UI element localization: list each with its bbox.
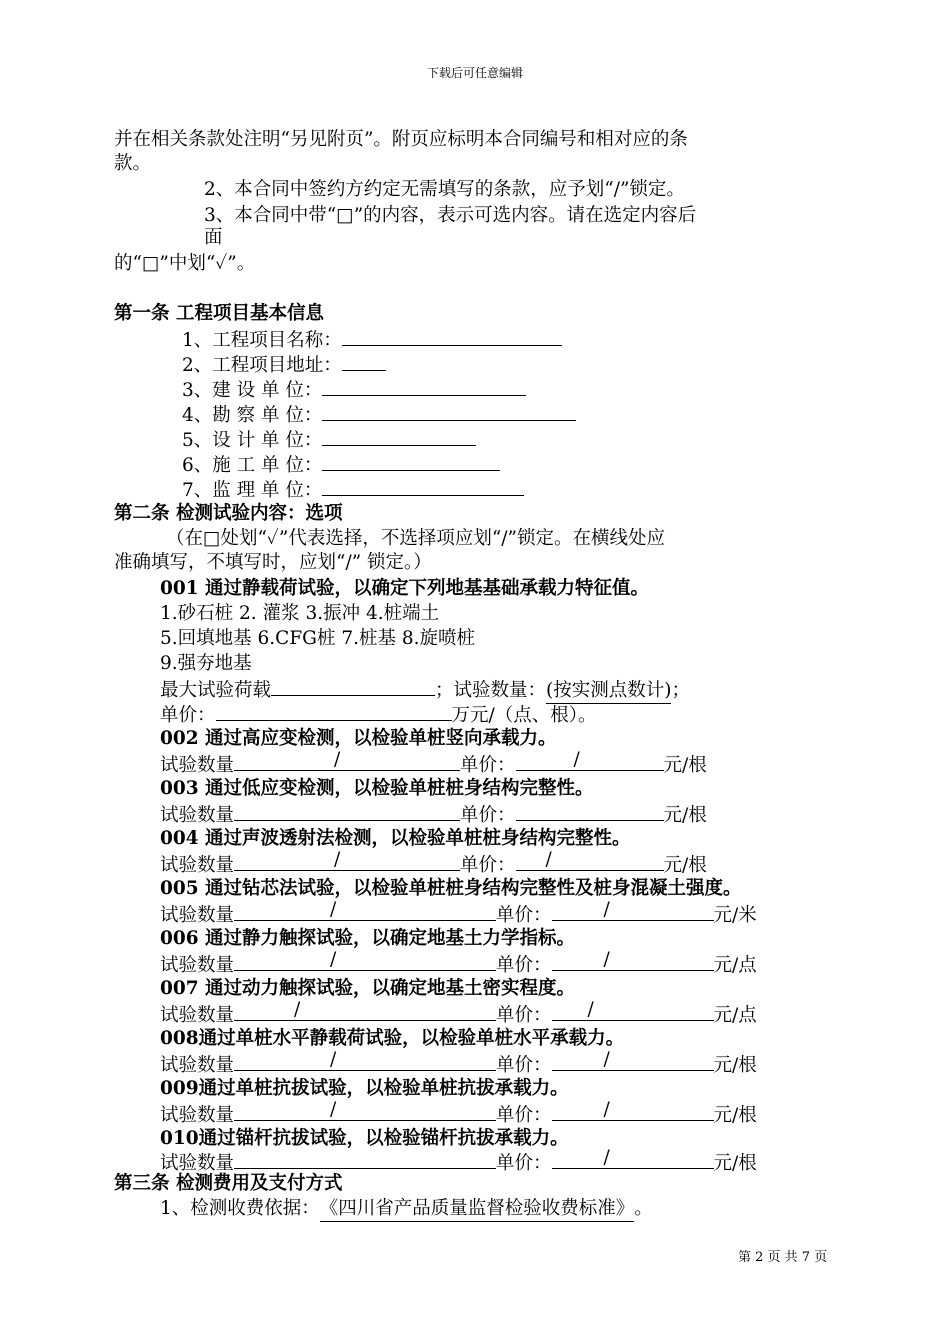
qty-label: ；试验数量： — [435, 680, 547, 701]
price-field[interactable] — [516, 802, 664, 821]
qty-field[interactable] — [234, 899, 496, 921]
item-008-title: 008通过单桩水平静载荷试验，以检验单桩水平承载力。 — [160, 1028, 625, 1049]
fee-basis-label: 1、检测收费依据： — [160, 1198, 320, 1219]
project-address-label: 2、工程项目地址： — [182, 355, 342, 376]
pile-options-3: 9.强夯地基 — [160, 653, 252, 674]
project-name-row — [182, 327, 562, 353]
fee-basis-row — [160, 1197, 653, 1222]
project-address-field[interactable] — [342, 352, 386, 371]
intro-line-3: 2、本合同中签约方约定无需填写的条款，应予划“/”锁定。 — [204, 179, 685, 200]
slash: / — [603, 1099, 610, 1120]
constructor-label: 6、施 工 单 位： — [182, 455, 323, 476]
unit: 元/根 — [663, 855, 707, 876]
project-address-row — [182, 352, 386, 378]
price-label: 单价： — [460, 755, 516, 776]
constructor-row — [182, 452, 500, 478]
qty-label: 试验数量 — [160, 1153, 235, 1174]
item-010-title: 010通过锚杆抗拔试验，以检验锚杆抗拔承载力。 — [160, 1128, 569, 1149]
supervisor-label: 7、监 理 单 位： — [182, 480, 323, 501]
item-005-title: 005 通过钻芯法试验，以检验单桩桩身结构完整性及桩身混凝土强度。 — [160, 878, 742, 899]
item-009-row — [160, 1099, 757, 1128]
slash: / — [603, 1049, 610, 1070]
intro-line-2: 款。 — [114, 153, 152, 174]
price-field[interactable] — [552, 1099, 714, 1121]
qty-label: 试验数量 — [160, 955, 235, 976]
price-label: 单价： — [496, 1153, 552, 1174]
unit: 元/点 — [713, 1005, 757, 1026]
price-field[interactable] — [552, 999, 714, 1021]
item-005-row — [160, 899, 757, 928]
designer-label: 5、设 计 单 位： — [182, 430, 323, 451]
item-008-row — [160, 1049, 757, 1078]
pile-options-2: 5.回填地基 6.CFG桩 7.桩基 8.旋喷桩 — [160, 628, 476, 649]
qty-label: 试验数量 — [160, 805, 235, 826]
max-load-field[interactable] — [271, 677, 435, 696]
unit: 元/根 — [713, 1055, 757, 1076]
qty-label: 试验数量 — [160, 755, 235, 776]
article-2-title: 第二条 检测试验内容：选项 — [114, 503, 343, 524]
price-row — [160, 702, 597, 728]
qty-value[interactable]: (按实测点数计) — [546, 679, 671, 704]
slash: / — [294, 999, 301, 1020]
price-label: 单价： — [496, 955, 552, 976]
qty-field[interactable] — [234, 1150, 496, 1169]
price-field[interactable] — [516, 749, 664, 771]
price-field[interactable] — [552, 899, 714, 921]
item-003-row — [160, 802, 707, 828]
price-field[interactable] — [552, 1049, 714, 1071]
max-load-label: 最大试验荷载 — [160, 680, 272, 701]
unit: 元/根 — [663, 805, 707, 826]
price-field[interactable] — [216, 702, 452, 721]
supervisor-field[interactable] — [322, 477, 524, 496]
intro-line-6: 的“□”中划“✓”。 — [114, 253, 256, 274]
price-field[interactable] — [552, 1147, 714, 1169]
fee-basis-value[interactable]: 《四川省产品质量监督检验收费标准》 — [320, 1197, 635, 1222]
surveyor-row — [182, 402, 576, 428]
price-label: 单价： — [460, 855, 516, 876]
surveyor-field[interactable] — [322, 402, 576, 421]
period: 。 — [634, 1198, 653, 1219]
page-header: 下载后可任意编辑 — [426, 66, 523, 80]
intro-line-5: 面 — [204, 227, 223, 248]
item-003-title: 003 通过低应变检测，以检验单桩桩身结构完整性。 — [160, 778, 594, 799]
article-2-note-2: 准确填写，不填写时，应划“/” 锁定。） — [114, 552, 432, 573]
item-004-row — [160, 849, 707, 878]
item-007-row — [160, 999, 757, 1028]
qty-field[interactable] — [234, 1049, 496, 1071]
slash: / — [334, 849, 341, 870]
slash: / — [334, 749, 341, 770]
designer-field[interactable] — [322, 427, 476, 446]
project-name-label: 1、工程项目名称： — [182, 330, 342, 351]
price-label: 单价： — [496, 1105, 552, 1126]
unit: 元/点 — [713, 955, 757, 976]
qty-label: 试验数量 — [160, 1105, 235, 1126]
qty-label: 试验数量 — [160, 905, 235, 926]
intro-line-1: 并在相关条款处注明“另见附页”。附页应标明本合同编号和相对应的条 — [114, 129, 688, 150]
slash: / — [603, 1147, 610, 1168]
constructor-field[interactable] — [322, 452, 500, 471]
slash: / — [330, 949, 337, 970]
article-1-title: 第一条 工程项目基本信息 — [114, 303, 324, 324]
article-2-note-1: （在□处划“✓”代表选择，不选择项应划“/”锁定。在横线处应 — [166, 528, 665, 549]
item-001-title: 001 通过静载荷试验，以确定下列地基基础承载力特征值。 — [160, 578, 650, 599]
item-002-title: 002 通过高应变检测，以检验单桩竖向承载力。 — [160, 728, 557, 749]
article-3-title: 第三条 检测费用及支付方式 — [114, 1173, 343, 1194]
price-field[interactable] — [516, 849, 664, 871]
intro-line-4: 3、本合同中带“□”的内容，表示可选内容。请在选定内容后 — [204, 205, 697, 226]
slash: / — [603, 899, 610, 920]
builder-label: 3、建 设 单 位： — [182, 380, 323, 401]
designer-row — [182, 427, 476, 453]
unit: 元/米 — [713, 905, 757, 926]
unit: 元/根 — [713, 1153, 757, 1174]
price-field[interactable] — [552, 949, 714, 971]
page-footer: 第 2 页 共 7 页 — [738, 1250, 828, 1265]
price-label: 单价： — [160, 705, 216, 726]
item-004-title: 004 通过声波透射法检测，以检验单桩桩身结构完整性。 — [160, 828, 631, 849]
slash: / — [330, 1099, 337, 1120]
slash: / — [545, 849, 552, 870]
pile-options-1: 1.砂石桩 2. 灌浆 3.振冲 4.桩端土 — [160, 603, 440, 624]
unit: 元/根 — [713, 1105, 757, 1126]
item-007-title: 007 通过动力触探试验，以确定地基土密实程度。 — [160, 978, 576, 999]
unit: 元/根 — [663, 755, 707, 776]
item-006-title: 006 通过静力触探试验，以确定地基土力学指标。 — [160, 928, 576, 949]
slash: / — [330, 1049, 337, 1070]
qty-field[interactable] — [234, 999, 496, 1021]
qty-field[interactable] — [234, 949, 496, 971]
max-load-row — [160, 677, 690, 704]
qty-field[interactable] — [234, 849, 460, 871]
item-006-row — [160, 949, 757, 978]
builder-row — [182, 377, 526, 403]
item-002-row — [160, 749, 707, 778]
qty-label: 试验数量 — [160, 855, 235, 876]
surveyor-label: 4、勘 察 单 位： — [182, 405, 323, 426]
item-009-title: 009通过单桩抗拔试验，以检验单桩抗拔承载力。 — [160, 1078, 569, 1099]
project-name-field[interactable] — [342, 327, 562, 346]
price-label: 单价： — [460, 805, 516, 826]
qty-field[interactable] — [234, 1099, 496, 1121]
price-label: 单价： — [496, 1005, 552, 1026]
qty-label: 试验数量 — [160, 1055, 235, 1076]
price-label: 单价： — [496, 905, 552, 926]
semicolon: ； — [671, 680, 690, 701]
slash: / — [330, 899, 337, 920]
qty-field[interactable] — [234, 749, 460, 771]
qty-field[interactable] — [234, 802, 460, 821]
supervisor-row — [182, 477, 524, 503]
slash: / — [587, 999, 594, 1020]
slash: / — [573, 749, 580, 770]
price-label: 单价： — [496, 1055, 552, 1076]
builder-field[interactable] — [322, 377, 526, 396]
price-unit: 万元/（点、根）。 — [451, 705, 597, 726]
slash: / — [603, 949, 610, 970]
qty-label: 试验数量 — [160, 1005, 235, 1026]
